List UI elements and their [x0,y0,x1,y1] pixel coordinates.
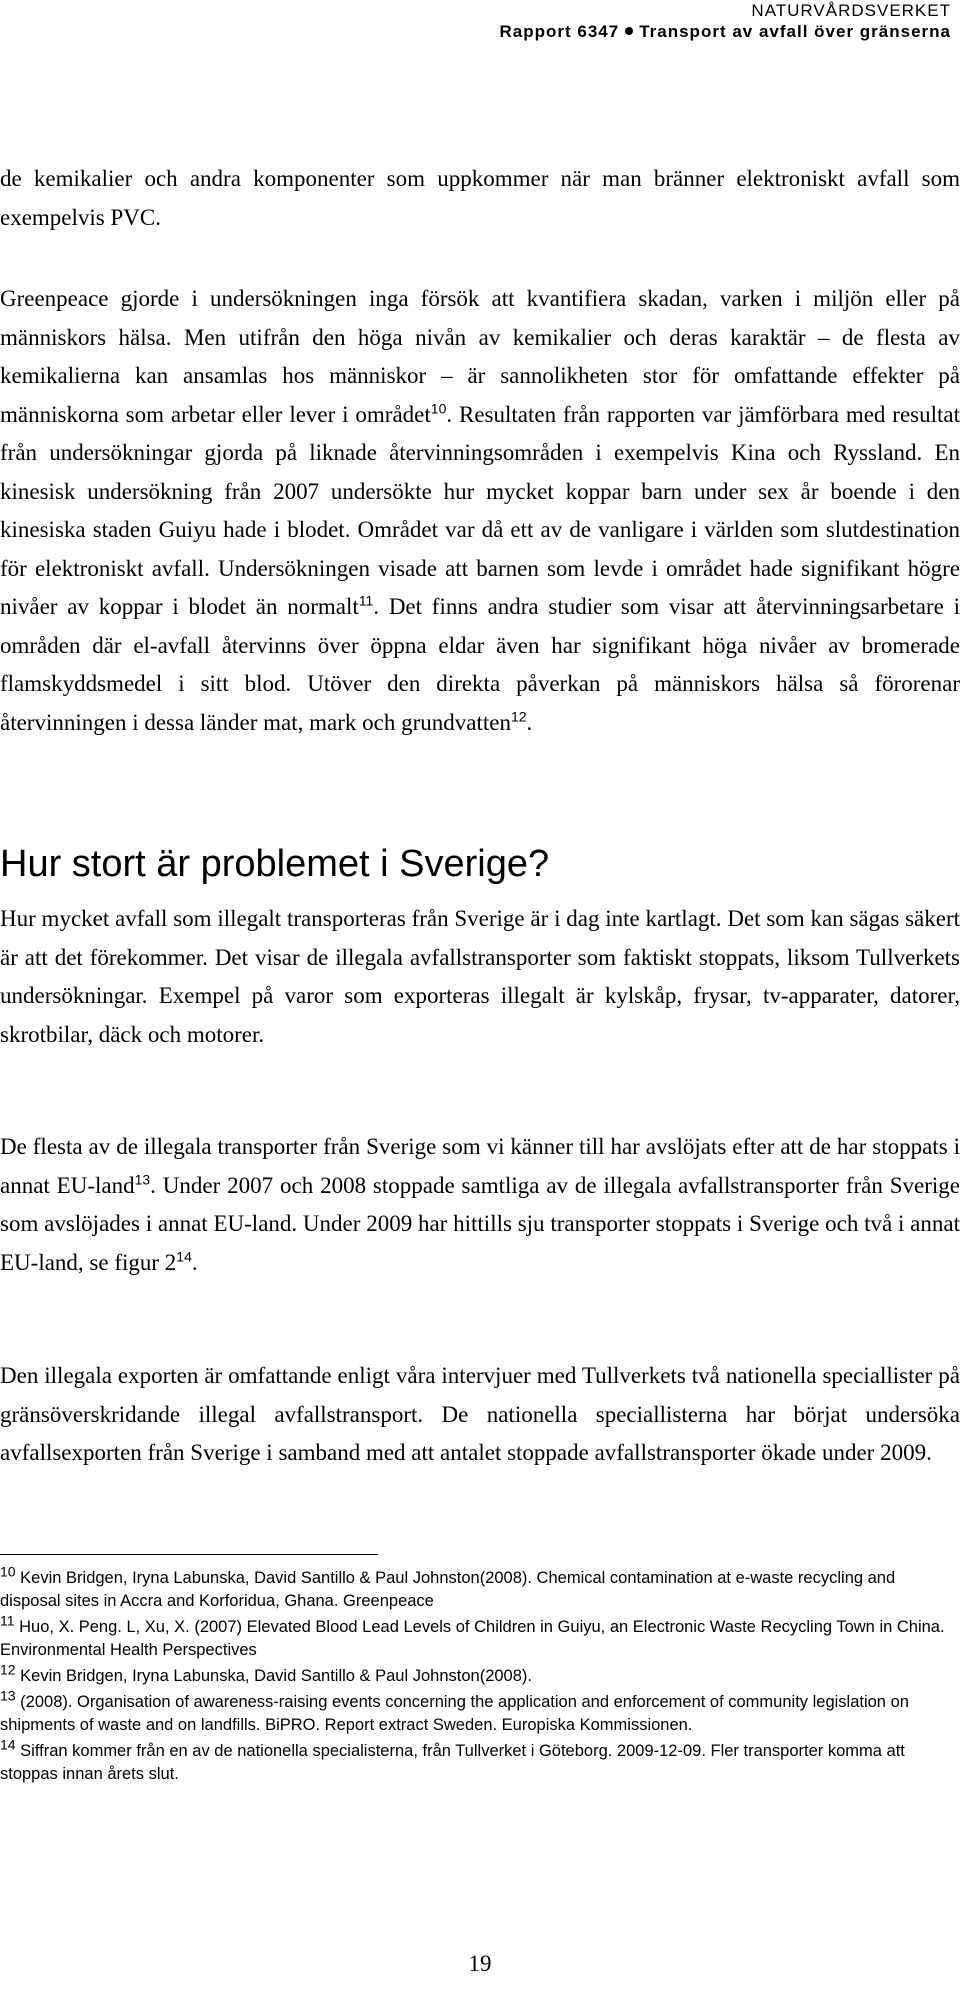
paragraph-5-text: Den illegala exporten är omfattande enligt våra intervjuer med Tullverkets två nationella speciallister på gränsöverskridande illegal avfallstransport. De nationella speciallisterna har börjat undersöka avfallsexporten från Sverige i samband med att antalet stoppade avfallstransporter ökade under 2009. [0,1363,960,1465]
footnote [0,1736,960,1786]
paragraph-4-part-b: . Under 2007 och 2008 stoppade samtliga av de illegala avfallstransporter från Sverige som avslöjades i annat EU-land. Under 2009 har hittills sju transporter stoppats i Sverige och två i annat EU-land, se figur 2 [0,1172,960,1275]
footnote-text: Huo, X. Peng. L, Xu, X. (2007) Elevated Blood Lead Levels of Children in Guiyu, an Electronic Waste Recycling Town in China. Environmental Health Perspectives [0,1618,945,1659]
page-number: 19 [468,1951,492,1976]
footnote-ref-10: 10 [430,399,447,416]
footnote-ref-12: 12 [510,707,527,724]
paragraph-2-part-a: Greenpeace gjorde i undersökningen inga försök att kvantifiera skadan, varken i miljön eller på människors hälsa. Men utifrån den höga nivån av kemikalier och deras karaktär – de flesta av kemikalierna kan ansamlas hos människor – är sannolikheten stor för omfattande effekter på människorna som arbetar eller lever i området [0,286,960,427]
footnote-ref-13: 13 [134,1170,151,1187]
paragraph-2-part-b: . Resultaten från rapporten var jämförbara med resultat från undersökningar gjorda på liknade återvinningsområden i exempelvis Kina och Ryssland. En kinesisk undersökning från 2007 undersökte hur mycket koppar barn under sex år boende i den kinesiska staden Guiyu hade i blodet. Området var då ett av de vanligare i världen som slutdestination för elektroniskt avfall. Undersökningen visade att barnen som levde i området hade signifikant högre nivåer av koppar i blodet än normalt [0,401,960,619]
org-name: NATURVÅRDSVERKET [751,1,951,20]
page-header [500,0,952,43]
footnote-number: 12 [0,1661,16,1678]
paragraph-2-part-d: . [526,709,533,735]
report-number: Rapport 6347 [499,22,620,41]
paragraph-2-text [0,280,960,742]
footnote-ref-11: 11 [358,592,374,609]
footnote [0,1563,960,1613]
footnotes [0,1563,960,1789]
footnote-number: 13 [0,1687,16,1704]
footnote-text: Kevin Bridgen, Iryna Labunska, David Santillo & Paul Johnston(2008). Chemical contamination at e-waste recycling and disposal sites in Accra and Korforidua, Ghana. Greenpeace [0,1569,896,1610]
paragraph-3 [0,900,960,1054]
footnote-number: 10 [0,1563,16,1580]
paragraph-3-text: Hur mycket avfall som illegalt transporteras från Sverige är i dag inte kartlagt. Det som kan sägas säkert är att det förekommer. Det visar de illegala avfallstransporter som faktiskt stoppats, liksom Tullverkets undersökningar. Exempel på varor som exporteras illegalt är kylskåp, frysar, tv-apparater, datorer, skrotbilar, däck och motorer. [0,906,960,1047]
footnote [0,1661,960,1688]
paragraph-5 [0,1357,960,1473]
footnote-number: 14 [0,1736,16,1753]
section-heading: Hur stort är problemet i Sverige? [0,843,550,885]
report-title: Transport av avfall över gränserna [639,22,951,41]
paragraph-1-text: de kemikalier och andra komponenter som uppkommer när man bränner elektroniskt avfall som exempelvis PVC. [0,166,960,230]
footnote [0,1687,960,1737]
paragraph-2-part-c: . Det finns andra studier som visar att återvinningsarbetare i områden där el-avfall återvinns över öppna eldar även har signifikant höga nivåer av bromerade flamskyddsmedel i sitt blod. Utöver den direkta påverkan på människors hälsa så förorenar återvinningen i dessa länder mat, mark och grundvatten [0,594,960,735]
footnote-number: 11 [0,1612,15,1629]
paragraph-4 [0,1128,960,1282]
paragraph-2 [0,280,960,742]
paragraph-1 [0,160,960,237]
footnote [0,1612,960,1662]
bullet-icon [625,27,633,35]
footnote-text: Siffran kommer från en av de nationella specialisterna, från Tullverket i Göteborg. 2009-12-09. Fler transporter komma att stoppas innan årets slut. [0,1742,905,1783]
footnote-ref-14: 14 [176,1247,192,1264]
paragraph-4-part-c: . [191,1249,198,1275]
report-line [500,21,952,43]
paragraph-4-part-a: De flesta av de illegala transporter från Sverige som vi känner till har avslöjats efter att de har stoppats i annat EU-land [0,1134,960,1198]
paragraph-4-text [0,1128,960,1282]
footnote-divider [0,1554,378,1555]
footnote-text: Kevin Bridgen, Iryna Labunska, David Santillo & Paul Johnston(2008). [20,1667,532,1685]
footnote-text: (2008). Organisation of awareness-raising events concerning the application and enforcement of community legislation on shipments of waste and on landfills. BiPRO. Report extract Sweden. Europiska Kommissionen. [0,1693,909,1734]
